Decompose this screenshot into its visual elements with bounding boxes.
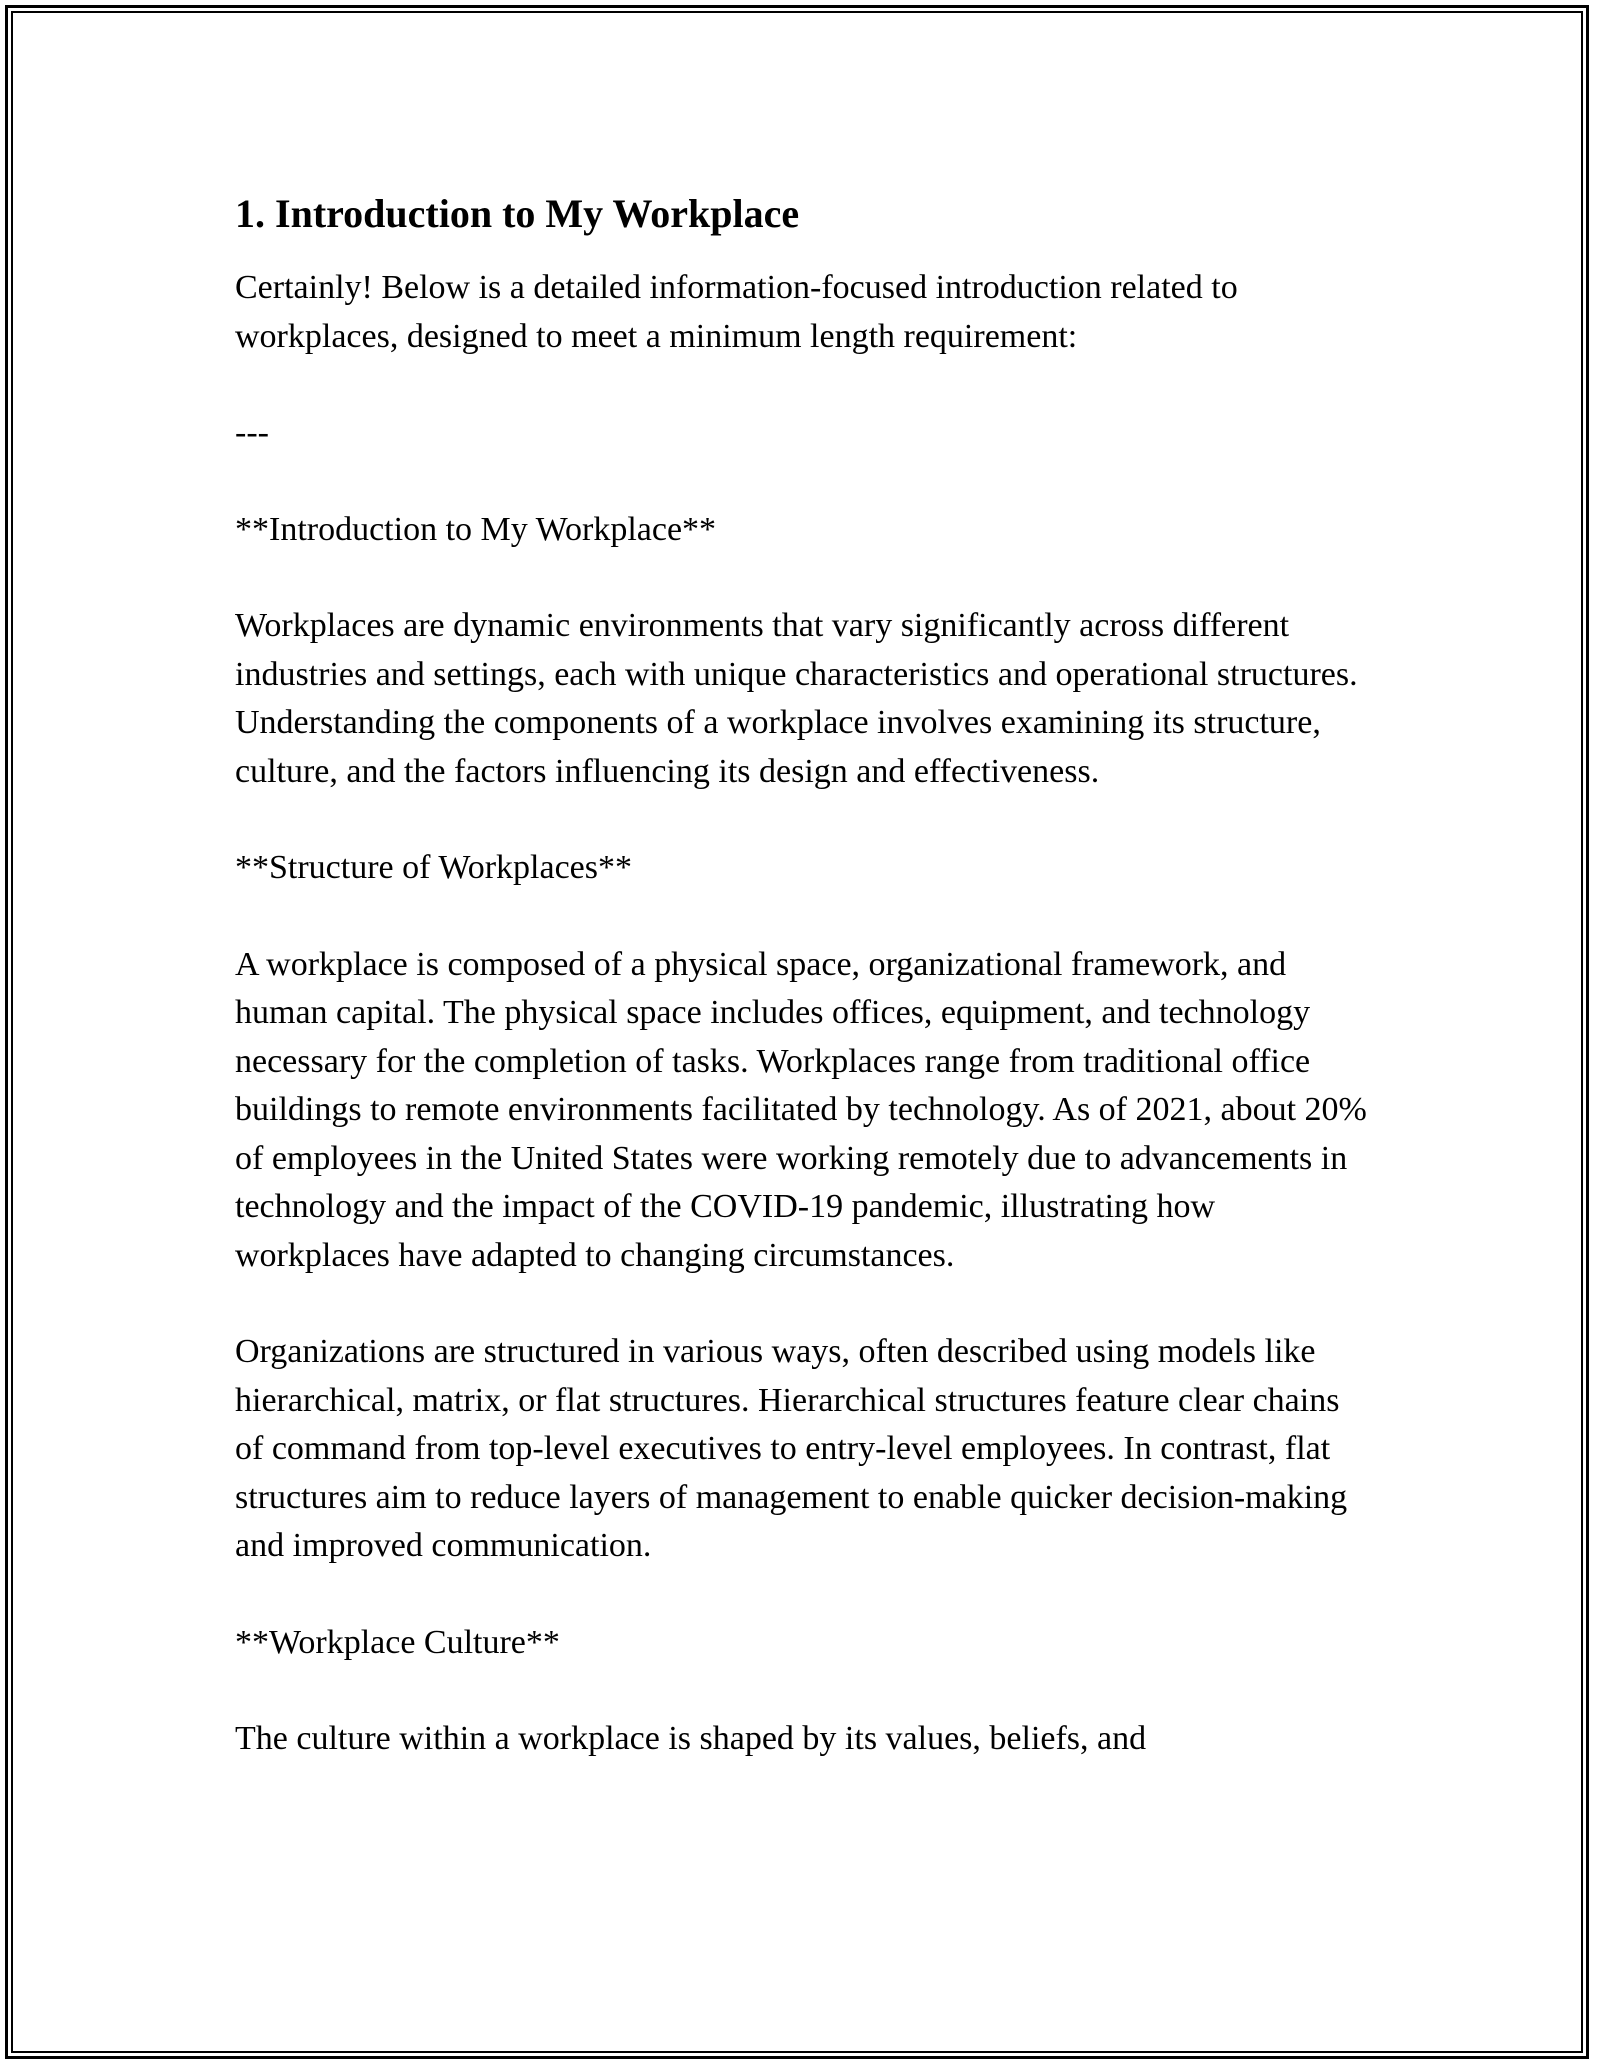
subheading-culture: **Workplace Culture**: [235, 1623, 560, 1661]
structure-paragraph: A workplace is composed of a physical space, organizational framework, and human capital. The physical space includes offices, equipment, and technology necessary for the completion of tasks. Workplaces range from traditional office buildings to remote environments facilitated by technology. As of 2021, about 20% of employees in the United States were working remotely due to advancements in technology and the impact of the COVID-19 pandemic, illustrating how workplaces have adapted to changing circumstances.: [235, 945, 1367, 1274]
section-heading: 1. Introduction to My Workplace: [235, 191, 800, 236]
separator-line: ---: [235, 414, 269, 451]
subheading-introduction: **Introduction to My Workplace**: [235, 510, 717, 548]
intro-paragraph: Certainly! Below is a detailed information-focused introduction related to workplaces, designed to meet a minimum length requirement:: [235, 269, 1238, 355]
document-body: [235, 186, 1375, 1812]
subheading-structure: **Structure of Workplaces**: [235, 849, 632, 886]
workplaces-paragraph: Workplaces are dynamic environments that vary significantly across different industries and settings, each with unique characteristics and operational structures. Understanding the components of a workplace involves examining its structure, culture, and the factors influencing its design and effectiveness.: [235, 607, 1358, 790]
organizations-paragraph: Organizations are structured in various ways, often described using models like hierarchical, matrix, or flat structures. Hierarchical structures feature clear chains of command from top-level executives to entry-level employees. In contrast, flat structures aim to reduce layers of management to enable quicker decision-making and improved communication.: [235, 1333, 1348, 1564]
culture-paragraph: The culture within a workplace is shaped by its values, beliefs, and: [235, 1720, 1147, 1757]
